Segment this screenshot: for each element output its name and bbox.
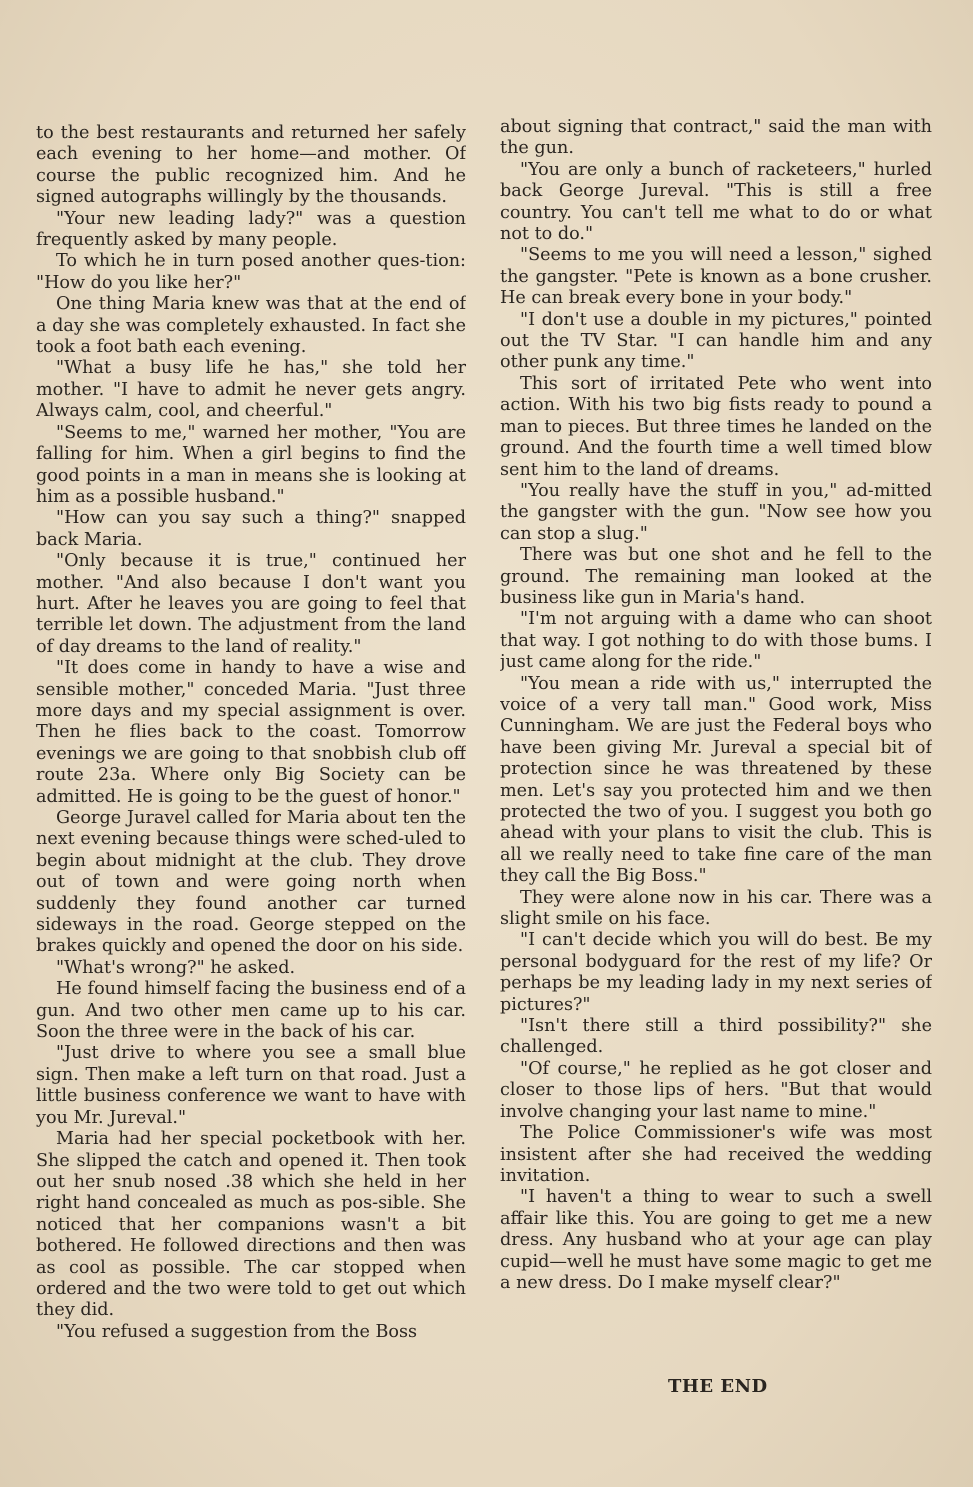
- paragraph: "I haven't a thing to wear to such a swell affair like this. You are going to get me a new dress. Any husband who at your age can play cupid—well he must have some magic to get me a new dress. Do I make myself clear?": [500, 1187, 932, 1293]
- paragraph: One thing Maria knew was that at the end of a day she was completely exhausted. In fact she took a foot bath each evening.: [36, 294, 466, 358]
- paragraph: to the best restaurants and returned her safely each evening to her home—and mother. Of course the public recognized him. And he signed autographs willingly by the thousands.: [36, 123, 466, 208]
- paragraph: To which he in turn posed another ques-tion: "How do you like her?": [36, 251, 466, 293]
- paragraph: "Seems to me you will need a lesson," sighed the gangster. "Pete is known as a bone crusher. He can break every bone in your body.": [500, 245, 932, 309]
- paragraph: They were alone now in his car. There was a slight smile on his face.: [500, 887, 932, 930]
- paragraph: Maria had her special pocketbook with her. She slipped the catch and opened it. Then took out her snub nosed .38 which she held in her right hand concealed as much as pos-sible. She noticed that her companions wasn't a bit bothered. He followed directions and then was as cool as possible. The car stopped when ordered and the two were told to get out which they did.: [36, 1129, 466, 1321]
- paragraph: "I can't decide which you will do best. Be my personal bodyguard for the rest of my life? Or perhaps be my leading lady in my next series of pictures?": [500, 930, 932, 1015]
- paragraph: This sort of irritated Pete who went into action. With his two big fists ready to pound a man to pieces. But three times he landed on the ground. And the fourth time a well timed blow sent him to the land of dreams.: [500, 373, 932, 480]
- paragraph: "I don't use a double in my pictures," pointed out the TV Star. "I can handle him and any other punk any time.": [500, 309, 932, 373]
- paragraph: "Your new leading lady?" was a question frequently asked by many people.: [36, 208, 466, 251]
- paragraph: "It does come in handy to have a wise and sensible mother," conceded Maria. "Just three more days and my special assignment is over. Then he flies back to the coast. Tomorrow evenings we are going to that snobbish club off route 23a. Where only Big Society can be admitted. He is going to be the guest of honor.": [36, 658, 466, 807]
- paragraph: George Juravel called for Maria about ten the next evening because things were sched-uled to begin about midnight at the club. They drove out of town and were going north when suddenly they found another car turned sideways in the road. George stepped on the brakes quickly and opened the door on his side.: [36, 808, 466, 957]
- paragraph: "What a busy life he has," she told her mother. "I have to admit he never gets angry. Always calm, cool, and cheerful.": [36, 358, 466, 422]
- paragraph: "I'm not arguing with a dame who can shoot that way. I got nothing to do with those bums. I just came along for the ride.": [500, 609, 932, 673]
- right-text-column: [500, 117, 932, 1367]
- the-end-mark: THE END: [668, 1376, 768, 1397]
- paragraph: "You really have the stuff in you," ad-mitted the gangster with the gun. "Now see how you can stop a slug.": [500, 480, 932, 544]
- left-text-column: [36, 123, 466, 1408]
- paragraph: "Just drive to where you see a small blue sign. Then make a left turn on that road. Just a little business conference we want to have with you Mr. Jureval.": [36, 1043, 466, 1128]
- paragraph: "Only because it is true," continued her mother. "And also because I don't want you hurt. After he leaves you are going to feel that terrible let down. The adjustment from the land of day dreams to the land of reality.": [36, 551, 466, 657]
- paragraph: about signing that contract," said the man with the gun.: [500, 117, 932, 159]
- paragraph: "How can you say such a thing?" snapped back Maria.: [36, 508, 466, 550]
- paragraph: "Of course," he replied as he got closer and closer to those lips of hers. "But that would involve changing your last name to mine.": [500, 1058, 932, 1122]
- paragraph: He found himself facing the business end of a gun. And two other men came up to his car. Soon the three were in the back of his car.: [36, 979, 466, 1043]
- paragraph: "You mean a ride with us," interrupted the voice of a very tall man." Good work, Miss Cunningham. We are just the Federal boys who have been giving Mr. Jureval a special bit of protection since he was threatened by these men. Let's say you protected him and we then protected the two of you. I suggest you both go ahead with your plans to visit the club. This is all we really need to take fine care of the man they call the Big Boss.": [500, 673, 932, 887]
- paragraph: "You are only a bunch of racketeers," hurled back George Jureval. "This is still a free country. You can't tell me what to do or what not to do.": [500, 159, 932, 245]
- paragraph: "What's wrong?" he asked.: [56, 957, 296, 978]
- paragraph: The Police Commissioner's wife was most insistent after she had received the wedding invitation.: [500, 1123, 932, 1186]
- paragraph: There was but one shot and he fell to the ground. The remaining man looked at the business like gun in Maria's hand.: [500, 545, 932, 608]
- paragraph: "Seems to me," warned her mother, "You are falling for him. When a girl begins to find the good points in a man in means she is looking at him as a possible husband.": [36, 422, 466, 507]
- paragraph: "You refused a suggestion from the Boss: [56, 1321, 418, 1342]
- paragraph: "Isn't there still a third possibility?" she challenged.: [500, 1016, 932, 1058]
